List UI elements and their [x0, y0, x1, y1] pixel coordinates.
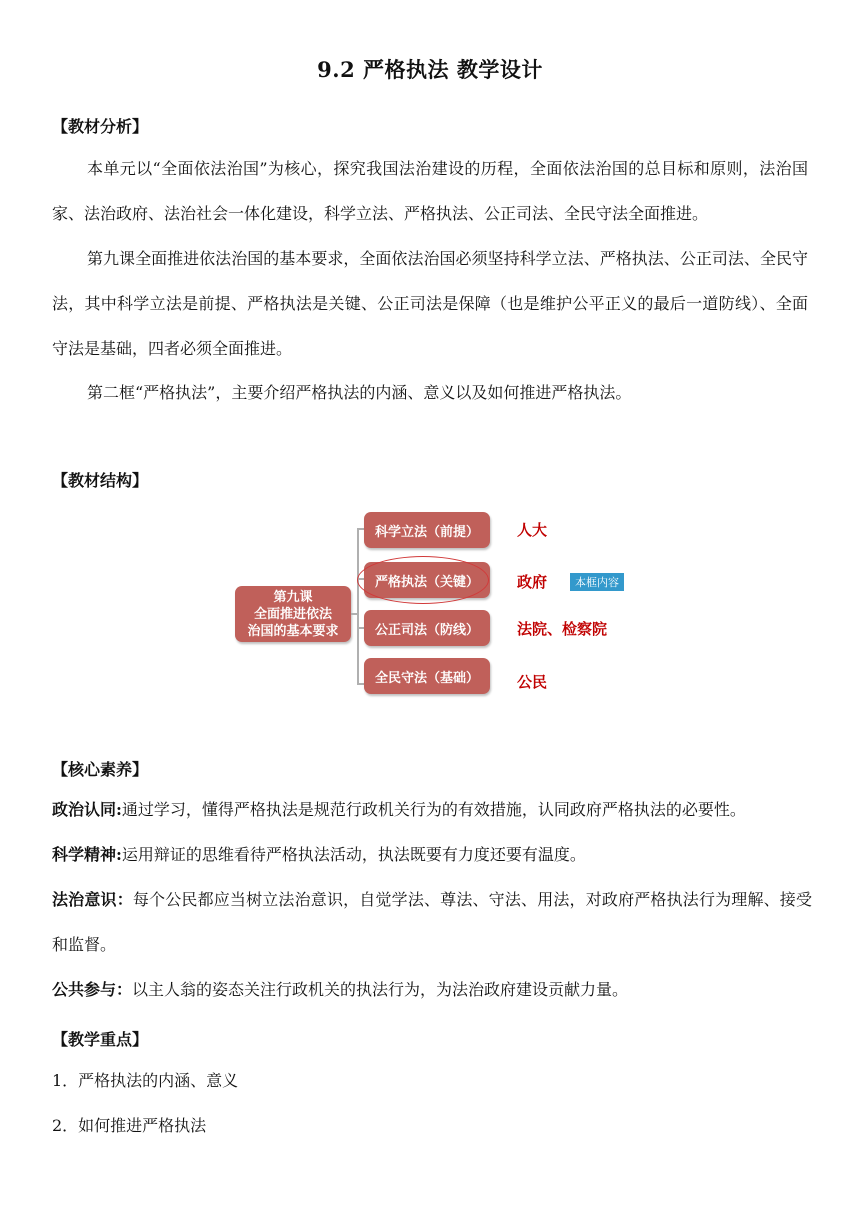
literacy-text: 以主人翁的姿态关注行政机关的执法行为，为法治政府建设贡献力量。 — [132, 980, 629, 999]
literacy-label: 政治认同: — [52, 800, 122, 819]
analysis-paragraph-3: 第二框“严格执法”，主要介绍严格执法的内涵、意义以及如何推进严格执法。 — [87, 383, 632, 402]
literacy-text: 通过学习，懂得严格执法是规范行政机关行为的有效措施，认同政府严格执法的必要性。 — [121, 800, 746, 819]
diagram-node-compliance: 全民守法（基础） — [364, 658, 490, 694]
section-heading-key-points: 【教学重点】 — [52, 1030, 149, 1049]
current-section-tag: 本框内容 — [570, 573, 624, 591]
section-heading-analysis: 【教材分析】 — [52, 117, 149, 136]
literacy-item-3 — [52, 877, 812, 967]
literacy-item-1 — [52, 787, 812, 832]
literacy-item-4 — [52, 967, 812, 1012]
analysis-paragraph-1: 本单元以“全面依法治国”为核心，探究我国法治建设的历程，全面依法治国的总目标和原则，法治国家、法治政府、法治社会一体化建设，科学立法、严格执法、公正司法、全民守法全面推进。 — [52, 159, 808, 223]
diagram-node-legislation: 科学立法（前提） — [364, 512, 490, 548]
literacy-label: 公共参与： — [52, 980, 133, 999]
highlight-ellipse — [357, 556, 489, 604]
diagram-center-node: 第九课 全面推进依法 治国的基本要求 — [235, 586, 351, 642]
actor-label-3: 法院、检察院 — [517, 620, 608, 638]
diagram-connector-vertical — [357, 528, 359, 684]
literacy-text: 每个公民都应当树立法治意识，自觉学法、尊法、守法、用法，对政府严格执法行为理解、接受和监督。 — [52, 890, 812, 954]
diagram-node-justice: 公正司法（防线） — [364, 610, 490, 646]
document-title: 9.2 严格执法 教学设计 — [317, 57, 543, 82]
literacy-label: 法治意识： — [52, 890, 133, 909]
actor-label-4: 公民 — [517, 673, 548, 691]
section-heading-structure: 【教材结构】 — [52, 471, 149, 490]
actor-label-2: 政府 — [517, 573, 548, 591]
diagram-connector-stem — [351, 613, 358, 615]
literacy-text: 运用辩证的思维看待严格执法活动，执法既要有力度还要有温度。 — [121, 845, 586, 864]
key-point-1: 1．严格执法的内涵、意义 — [52, 1071, 239, 1090]
diagram-node-enforcement: 严格执法（关键） — [364, 562, 490, 598]
actor-label-1: 人大 — [517, 521, 548, 539]
section-heading-literacy: 【核心素养】 — [52, 760, 149, 779]
literacy-item-2 — [52, 832, 812, 877]
literacy-label: 科学精神: — [52, 845, 122, 864]
analysis-paragraph-2: 第九课全面推进依法治国的基本要求，全面依法治国必须坚持科学立法、严格执法、公正司法、全民守法，其中科学立法是前提、严格执法是关键、公正司法是保障（也是维护公平正义的最后一道防线）、全面守法是基础，四者必须全面推进。 — [52, 249, 808, 358]
key-point-2: 2．如何推进严格执法 — [52, 1116, 207, 1135]
